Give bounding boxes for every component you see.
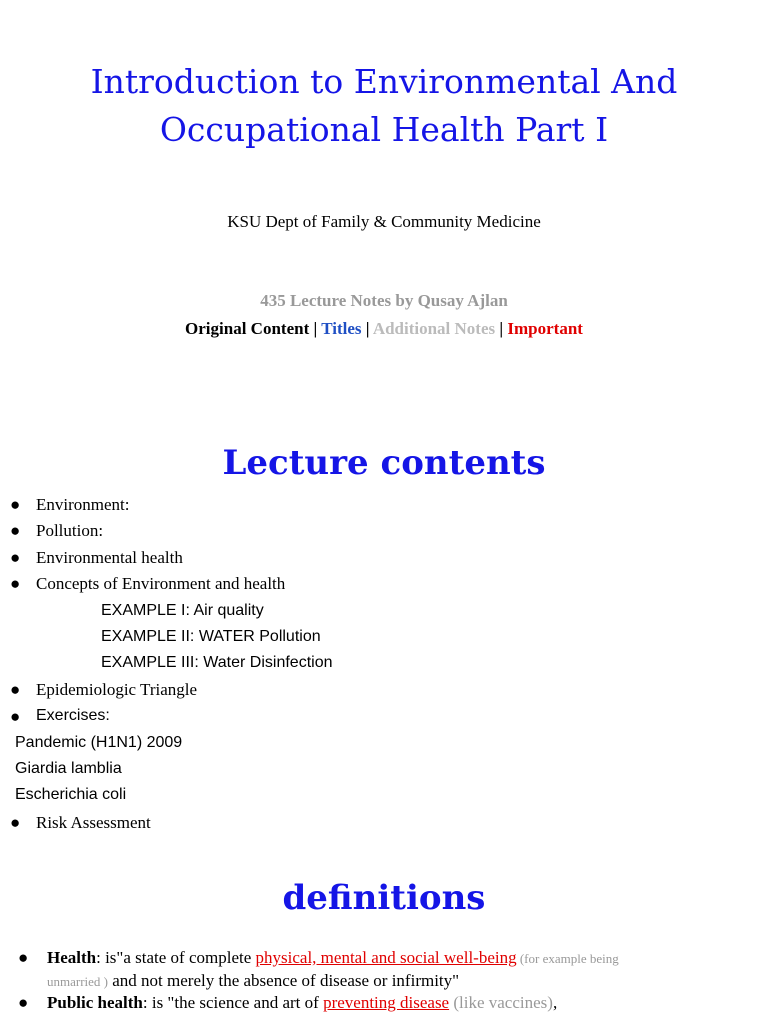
- legend-separator: |: [499, 319, 504, 338]
- legend-important: Important: [507, 319, 583, 338]
- bullet-icon: ●: [10, 813, 21, 832]
- legend-additional: Additional Notes: [372, 319, 496, 338]
- sub-list-item: Giardia lamblia: [15, 760, 122, 777]
- department-line: KSU Dept of Family & Community Medicine: [227, 212, 541, 231]
- definition-health: Health: is"a state of complete physical, mental and social well-being (for example being unmarried ) and not merely the absence of disease or infirmity": [47, 948, 619, 990]
- legend-titles: Titles: [321, 319, 362, 338]
- bullet-icon: ●: [10, 707, 21, 726]
- lecture-contents-heading: Lecture contents: [222, 443, 546, 483]
- bullet-icon: ●: [18, 993, 29, 1012]
- color-legend: [0, 319, 768, 339]
- additional-note: unmarried ): [47, 974, 109, 989]
- bullet-icon: ●: [10, 495, 21, 514]
- definitions-heading: definitions: [282, 878, 486, 918]
- sub-list-item: EXAMPLE I: Air quality: [101, 602, 264, 619]
- term-public-health: Public health: [47, 993, 143, 1012]
- page-title: [0, 58, 768, 154]
- bullet-icon: ●: [18, 948, 29, 967]
- bullet-icon: ●: [10, 521, 21, 540]
- sub-list-item: EXAMPLE III: Water Disinfection: [101, 654, 333, 671]
- important-text: preventing disease: [323, 993, 450, 1012]
- notes-author-line: 435 Lecture Notes by Qusay Ajlan: [260, 291, 508, 310]
- term-health: Health: [47, 948, 97, 967]
- sub-list-item: Pandemic (H1N1) 2009: [15, 734, 183, 751]
- sub-list-item: Escherichia coli: [15, 786, 127, 803]
- bullet-icon: ●: [10, 548, 21, 567]
- bullet-icon: ●: [10, 574, 21, 593]
- bullet-icon: ●: [10, 680, 21, 699]
- additional-note: (for example being: [516, 951, 619, 966]
- legend-original: Original Content: [185, 319, 310, 338]
- definition-public-health: Public health: is "the science and art of preventing disease (like vaccines),: [47, 993, 558, 1012]
- additional-note: (like vaccines): [449, 993, 553, 1012]
- legend-separator: |: [313, 319, 318, 338]
- title-line-2: Occupational Health Part I: [159, 110, 609, 149]
- legend-separator: |: [365, 319, 370, 338]
- important-text: physical, mental and social well-being: [255, 948, 517, 967]
- sub-list-item: EXAMPLE II: WATER Pollution: [101, 628, 321, 645]
- title-line-1: Introduction to Environmental And: [90, 62, 678, 101]
